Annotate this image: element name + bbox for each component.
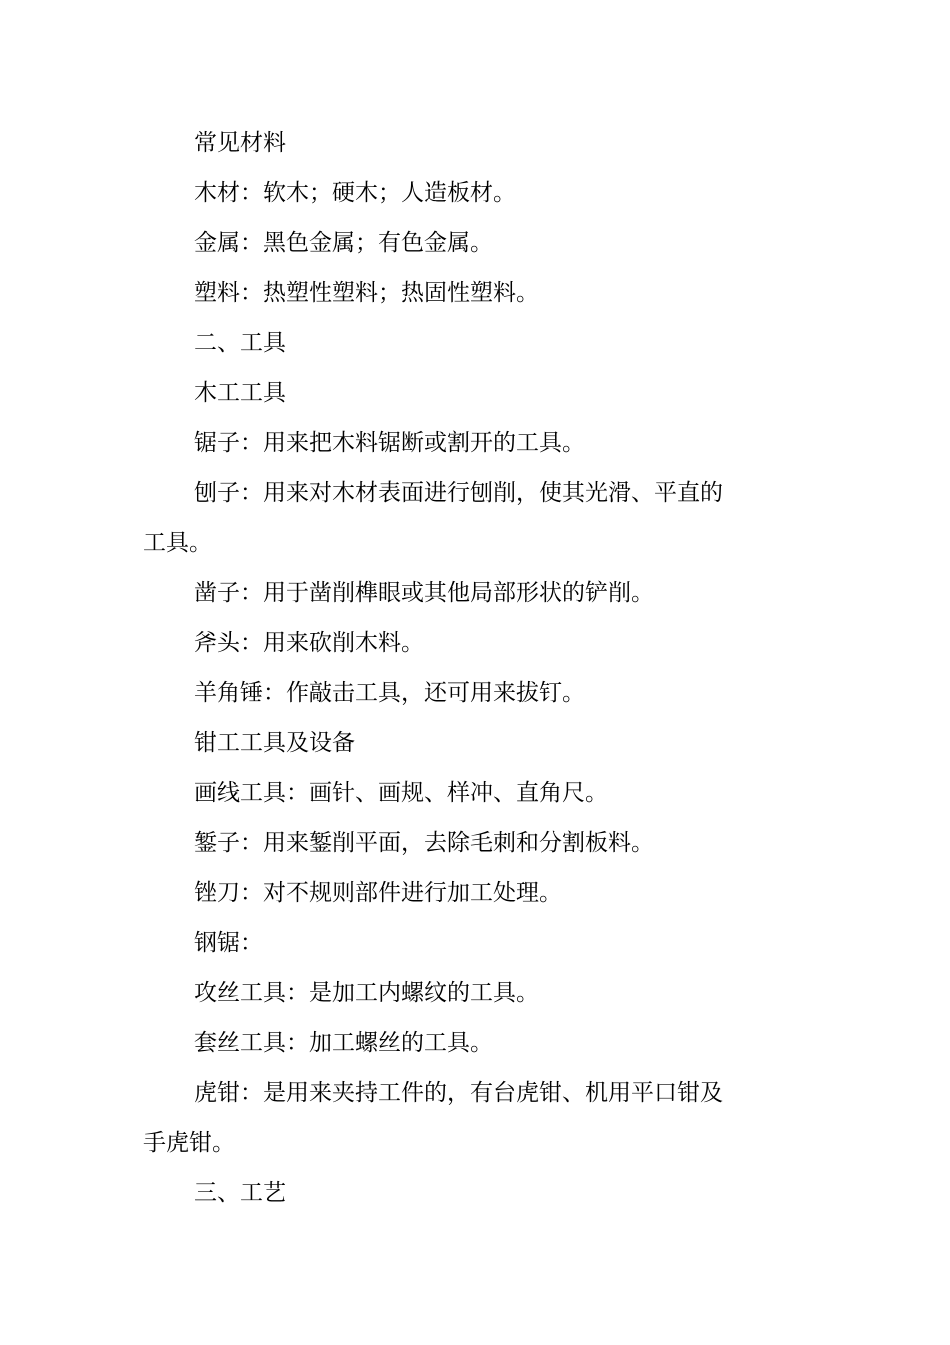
heading-section-process: 三、工艺 bbox=[194, 1180, 286, 1206]
paragraph-plastic: 塑料：热塑性塑料；热固性塑料。 bbox=[194, 280, 539, 306]
paragraph-claw-hammer: 羊角锤：作敲击工具，还可用来拔钉。 bbox=[194, 680, 585, 706]
paragraph-axe: 斧头：用来砍削木料。 bbox=[194, 630, 424, 656]
paragraph-wood: 木材：软木；硬木；人造板材。 bbox=[194, 180, 516, 206]
paragraph-tapping-tools: 攻丝工具：是加工内螺纹的工具。 bbox=[194, 980, 539, 1006]
paragraph-vise: 虎钳：是用来夹持工件的，有台虎钳、机用平口钳及手虎钳。 bbox=[143, 1080, 723, 1156]
heading-section-tools: 二、工具 bbox=[194, 330, 286, 356]
paragraph-plane: 刨子：用来对木材表面进行刨削，使其光滑、平直的工具。 bbox=[143, 480, 723, 556]
heading-fitter-tools: 钳工工具及设备 bbox=[194, 730, 355, 756]
heading-common-materials: 常见材料 bbox=[194, 130, 286, 156]
paragraph-saw: 锯子：用来把木料锯断或割开的工具。 bbox=[194, 430, 585, 456]
paragraph-threading-tools: 套丝工具：加工螺丝的工具。 bbox=[194, 1030, 493, 1056]
paragraph-file: 锉刀：对不规则部件进行加工处理。 bbox=[194, 880, 562, 906]
paragraph-hacksaw: 钢锯： bbox=[194, 930, 263, 956]
paragraph-marking-tools: 画线工具：画针、画规、样冲、直角尺。 bbox=[194, 780, 608, 806]
heading-woodworking-tools: 木工工具 bbox=[194, 380, 286, 406]
paragraph-chisel: 凿子：用于凿削榫眼或其他局部形状的铲削。 bbox=[194, 580, 654, 606]
paragraph-metal: 金属：黑色金属；有色金属。 bbox=[194, 230, 493, 256]
document-body bbox=[143, 118, 743, 1218]
paragraph-cold-chisel: 錾子：用来錾削平面，去除毛刺和分割板料。 bbox=[194, 830, 654, 856]
